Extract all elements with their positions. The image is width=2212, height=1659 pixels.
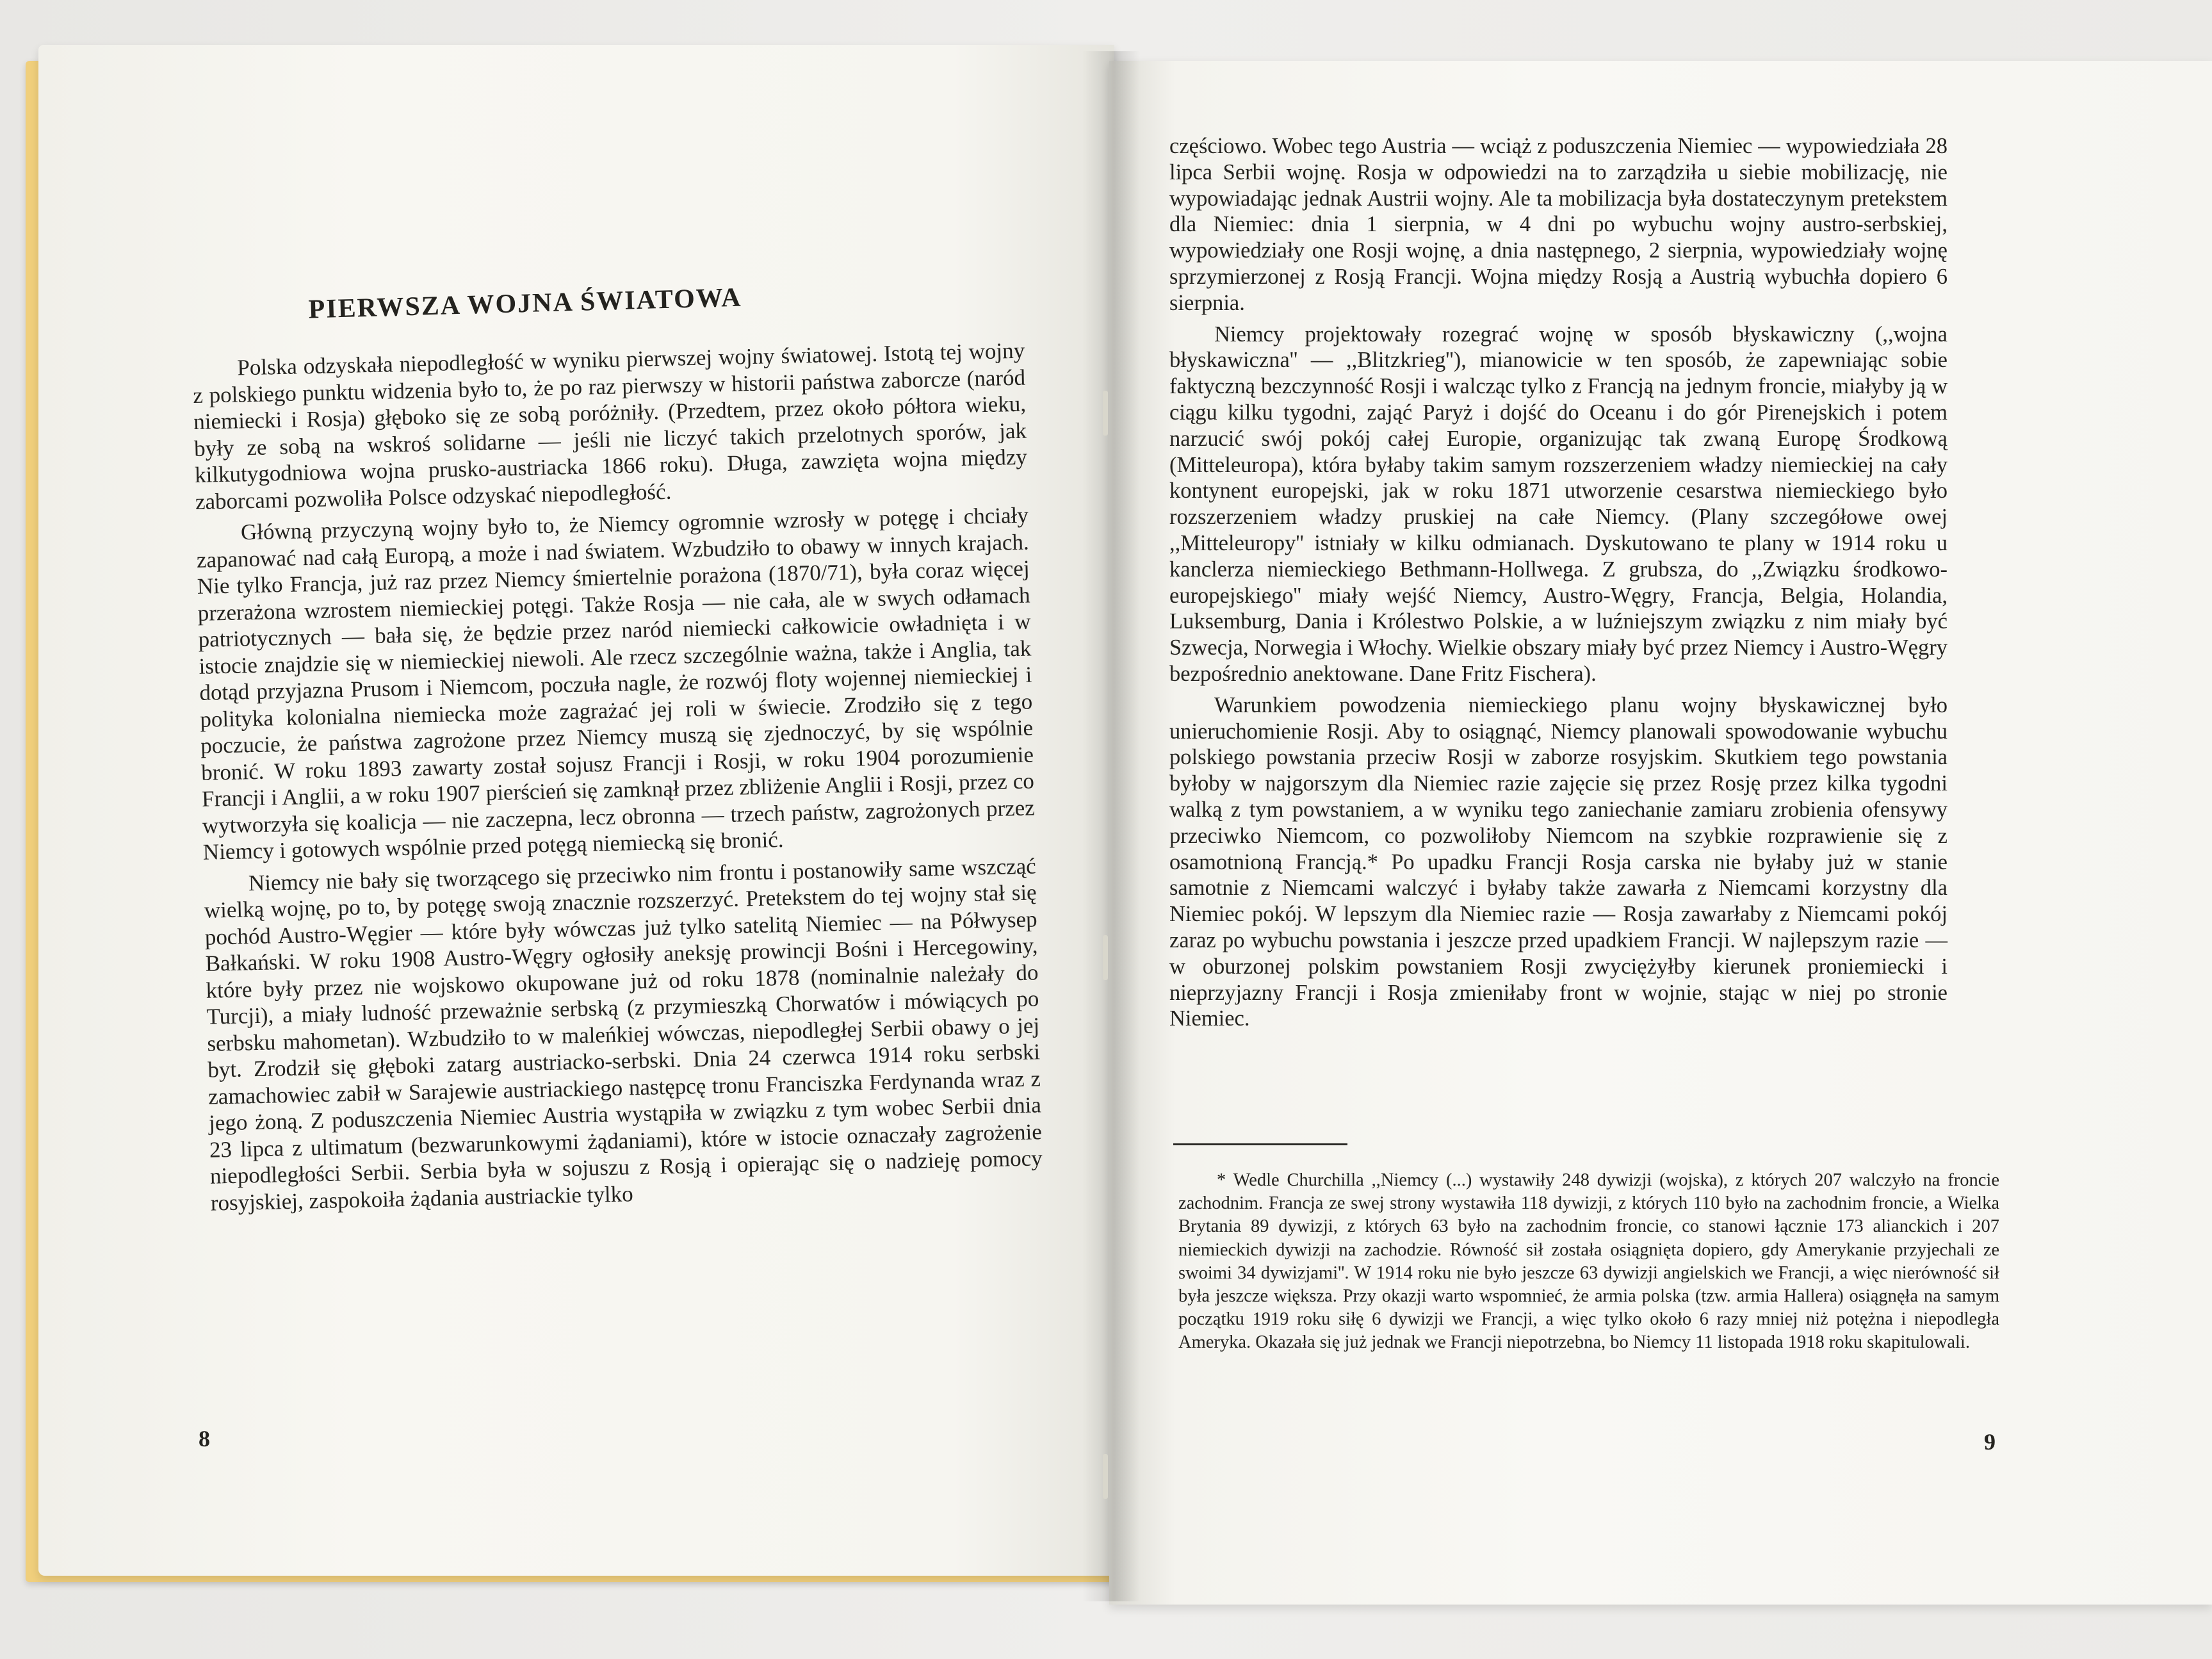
binding-thread: [1103, 1454, 1108, 1499]
binding-thread: [1103, 935, 1108, 980]
page-number-left: 8: [199, 1426, 210, 1451]
paragraph: Niemcy projektowały rozegrać wojnę w sposób błyskawiczny (,,wojna błyskawiczna'' — ,,Blitzkrieg''), mianowicie w ten sposób, że zapewniając sobie faktyczną bezczynność Rosji i walcząc tylko z Francją na jednym froncie, miałyby ją w ciągu kilku tygodni, zająć Paryż i dojść do Oceanu i do gór Pirenejskich i potem narzucić swój pokój całej Europie, organizując tak zwaną Europę Środkową (Mitteleuropa), która byłaby takim samym rozszerzeniem władzy niemieckiej na cały kontynent europejski, jak w roku 1871 utworzenie cesarstwa niemieckiego było rozszerzeniem władzy pruskiej na całe Niemcy. (Plany szczegółowe owej ,,Mitteleuropy'' istniały w kilku odmianach. Dyskutowano te plany w 1914 roku u kanclerza niemieckiego Bethmann-Hollwega. Z grubsza, do ,,Związku środkowo-europejskiego'' miały wejść Niemcy, Austro-Węgry, Francja, Belgia, Holandia, Luksemburg, Dania i Królestwo Polskie, a w luźniejszym związku z nim miały być Szwecja, Norwegia i Włochy. Wielkie obszary miały być przez Niemcy i Austro-Węgry bezpośrednio anektowane. Dane Fritz Fischera).: [1169, 322, 1948, 686]
footnote-divider: [1173, 1143, 1347, 1145]
paragraph: częściowo. Wobec tego Austria — wciąż z poduszczenia Niemiec — wypowiedziała 28 lipca Serbii wojnę. Rosja w odpowiedzi na to zarządziła u siebie mobilizację, nie wypowiadając jednak Austrii wojny. Ale ta mobilizacja była dostateczynym pretekstem dla Niemiec: dnia 1 sierpnia, w 4 dni po wybuchu wojny austro-serbskiej, wypowiedziały one Rosji wojnę, a dnia następnego, 2 sierpnia, wypowiedziały wojnę sprzymierzonej z Rosją Francji. Wojna między Rosją a Austrią wybuchła dopiero 6 sierpnia.: [1169, 134, 1948, 315]
book-gutter: [1082, 51, 1140, 1601]
footnote: * Wedle Churchilla ,,Niemcy (...) wystawiły 248 dywizji (wojska), z których 207 walczyło na froncie zachodnim. Francja ze swej strony wystawiła 118 dywizji, z których 110 było na zachodnim froncie, a Wielka Brytania 89 dywizji, z których 63 było na zachodnim froncie, co stanowi łącznie 173 alianckich i 207 niemieckich dywizji na zachodzie. Równość sił została osiągnięta dopiero, gdy Amerykanie przyjechali ze swoimi 34 dywizjami''. W 1914 roku nie było jeszcze 63 dywizji angielskich we Francji, a więc nierówność sił była jeszcze większa. Przy okazji warto wspomnieć, że armia polska (tzw. armia Hallera) osiągnęła na samym początku 1919 roku siłę 6 dywizji we Francji, a więc tylko około 6 razy mniej niż potężna i niepodległa Ameryka. Okazała się już jednak we Francji niepotrzebna, bo Niemcy 11 listopada 1918 roku skapitulowali.: [1178, 1170, 1999, 1353]
left-page-body: [192, 338, 1043, 1216]
binding-thread: [1103, 391, 1108, 436]
paragraph: Główną przyczyną wojny było to, że Niemcy ogromnie wzrosły w potęgę i chciały zapanować nad całą Europą, a może i nad światem. Wzbudziło to obawy w innych krajach. Nie tylko Francja, już raz przez Niemcy śmiertelnie porażona (1870/71), była coraz więcej przerażona wzrostem niemieckiej potęgi. Także Rosja — nie cała, ale w swych odłamach patriotycznych — bała się, że będzie przez naród niemiecki całkowicie owładnięta i w istocie znajdzie się w niemieckiej niewoli. Ale rzecz szczególnie ważna, także i Anglia, tak dotąd przyjazna Prusom i Niemcom, poczuła nagle, że rozwój floty wojennej niemieckiej i polityka kolonialna niemiecka może zagrażać jej roli w świecie. Zrodziło się z tego poczucie, że państwa zagrożone przez Niemcy muszą się zjednoczyć, by się wspólnie bronić. W roku 1893 zawarty został sojusz Francji i Rosji, w roku 1904 porozumienie Francji i Anglii, a w roku 1907 pierścień się zamknął przez zbliżenie Anglii i Rosji, przez co wytworzyła się koalicja — nie zaczepna, lecz obronna — trzech państw, zagrożonych przez Niemcy i gotowych wspólnie przed potęgą niemiecką się bronić.: [196, 502, 1036, 865]
right-page-body: [1169, 133, 1948, 1032]
chapter-title: PIERWSZA WOJNA ŚWIATOWA: [307, 282, 743, 325]
paragraph: Niemcy nie bały się tworzącego się przeciwko nim frontu i postanowiły same wszcząć wielką wojnę, po to, by potęgę swoją znacznie rozszerzyć. Pretekstem do tej wojny stał się pochód Austro-Węgier — które były wówczas już tylko satelitą Niemiec — na Półwysep Bałkański. W roku 1908 Austro-Węgry ogłosiły aneksję prowincji Bośni i Hercegowiny, które były przez nie wojskowo okupowane już od roku 1878 (nominalnie należały do Turcji), a miały ludność przeważnie serbską (z przymieszką Chorwatów i mówiących po serbsku mahometan). Wzbudziło to w maleńkiej wówczas, niepodległej Serbii obawy o jej byt. Zrodził się głęboki zatarg austriacko-serbski. Dnia 24 czerwca 1914 roku serbski zamachowiec zabił w Sarajewie austriackiego następcę tronu Franciszka Ferdynanda wraz z jego żoną. Z poduszczenia Niemiec Austria wystąpiła w związku z tym wobec Serbii dnia 23 lipca z ultimatum (bezwarunkowymi żądaniami), które w istocie oznaczały zagrożenie niepodległości Serbii. Serbia była w sojuszu z Rosją i opierając się o nadzieję pomocy rosyjskiej, zaspokoiła żądania austriackie tylko: [204, 853, 1043, 1216]
paragraph: Warunkiem powodzenia niemieckiego planu wojny błyskawicznej było unieruchomienie Rosji. Aby to osiągnąć, Niemcy planowali spowodowanie wybuchu polskiego powstania przeciw Rosji w zaborze rosyjskim. Skutkiem tego powstania byłoby w najgorszym dla Niemiec razie zajęcie się przez Rosję przez kilka tygodni walką z tym powstaniem, a w wyniku tego zaniechanie zamiaru zrobienia ofensywy przeciwko Niemcom, co pozwoliłoby Niemcom na szybkie rozprawienie się z osamotnioną Francją.* Po upadku Francji Rosja carska nie byłaby już w stanie samotnie z Niemcami walczyć i byłaby także zawarła z Niemcami korzystny dla Niemiec pokój. W lepszym dla Niemiec razie — Rosja zawarłaby z Niemcami pokój zaraz po wybuchu powstania i jeszcze przed upadkiem Francji. W najlepszym razie — w oburzonej polskim powstaniem Rosji zwyciężyłby kierunek proniemiecki i nieprzyjazny Francji i Rosja zmieniłaby front w wojnie, stając w niej po stronie Niemiec.: [1169, 692, 1948, 1031]
page-number-right: 9: [1984, 1429, 1996, 1455]
paragraph: Polska odzyskała niepodległość w wyniku pierwszej wojny światowej. Istotą tej wojny z polskiego punktu widzenia było to, że po raz pierwszy w historii państwa zaborcze (naród niemiecki i Rosja) głęboko się ze sobą poróżniły. (Przedtem, przez około półtora wieku, były ze sobą na wskroś solidarne — jeśli nie liczyć takich przelotnych sporów, jak kilkutygodniowa wojna prusko-austriacka 1866 roku). Długa, zawzięta wojna między zaborcami pozwoliła Polsce odzyskać niepodległość.: [192, 338, 1028, 514]
